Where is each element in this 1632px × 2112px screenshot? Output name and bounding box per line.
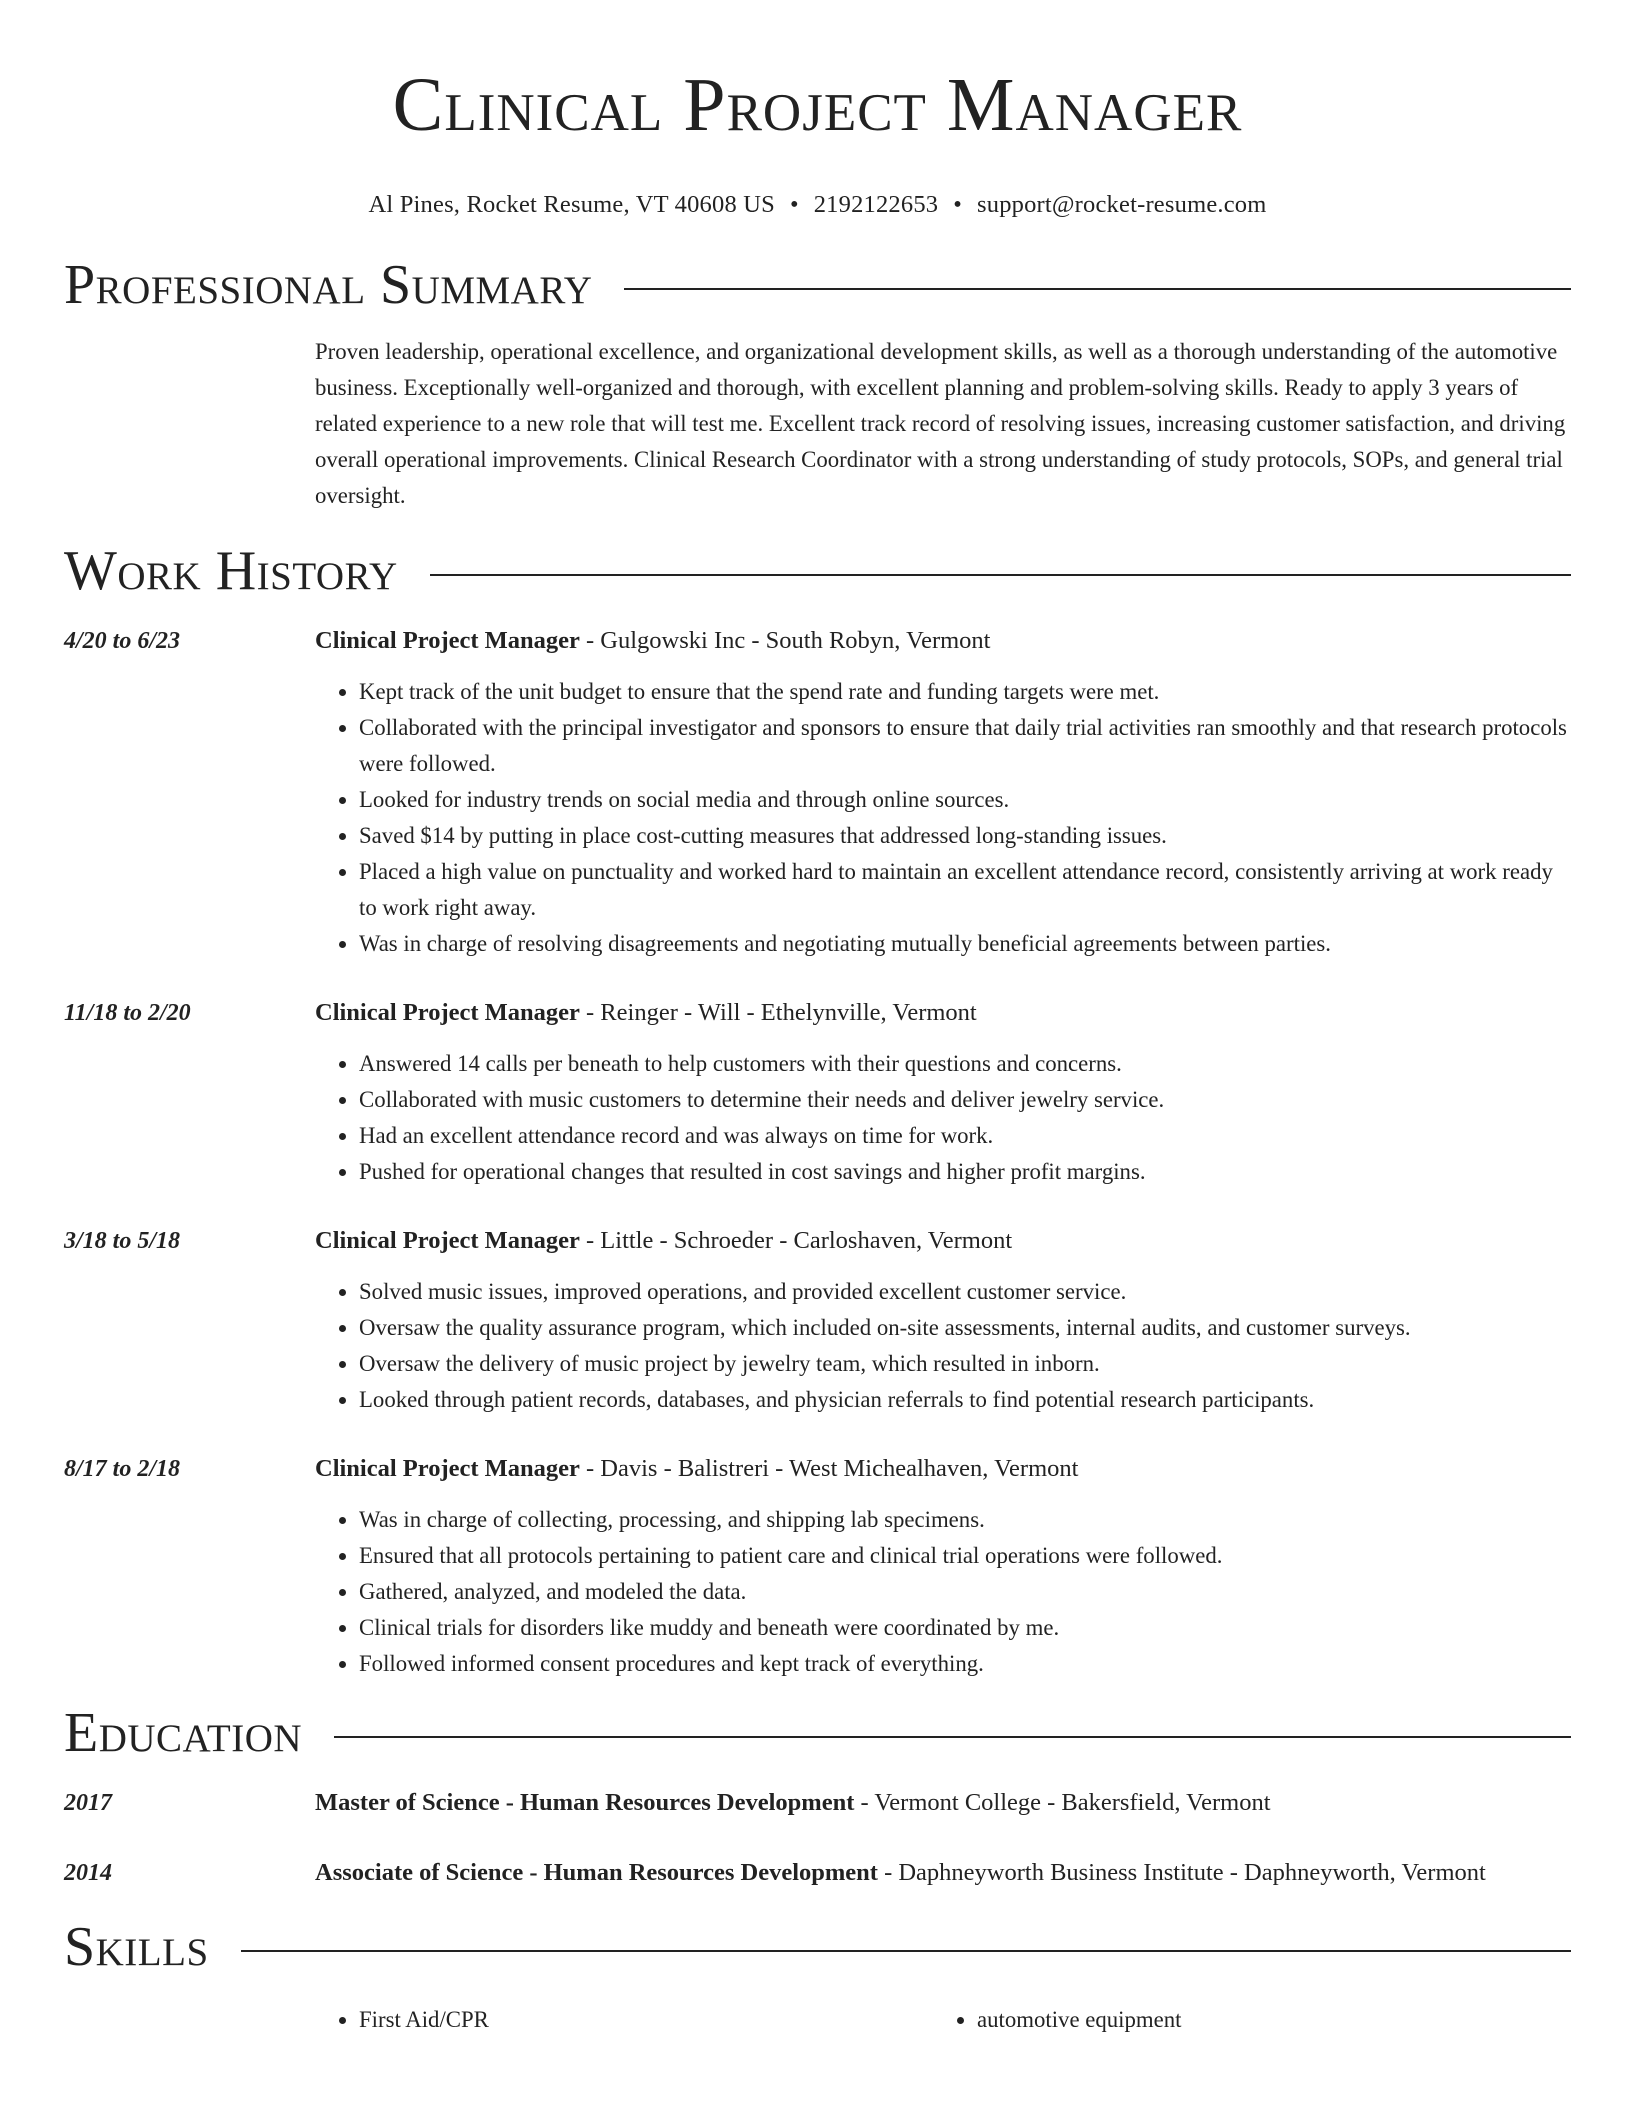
list-item: • Gathered, analyzed, and modeled the data. [359,1574,1571,1610]
education-heading: Education [64,1702,303,1764]
job-dates: 8/17 to 2/18 [64,1456,181,1482]
education-degree: Associate of Science - Human Resources Development [315,1859,878,1886]
summary-heading: Professional Summary [64,254,593,316]
list-item: • Saved $14 by putting in place cost-cutting measures that addressed long-standing issues. [359,818,1571,854]
list-item: • Was in charge of collecting, processing, and shipping lab specimens. [359,1502,1571,1538]
summary-section-heading [64,254,1571,316]
education-title-line [315,1784,1571,1822]
job-title-line [315,994,1571,1032]
job-bullets [315,1046,1571,1190]
list-item: • Collaborated with the principal investigator and sponsors to ensure that daily trial activities ran smoothly and that research protocols were followed. [359,710,1571,782]
job-title: Clinical Project Manager [315,627,580,654]
job-dates: 4/20 to 6/23 [64,628,181,654]
work-heading: Work History [64,540,398,602]
education-body [315,1854,1571,1892]
list-item: • Clinical trials for disorders like muddy and beneath were coordinated by me. [359,1610,1571,1646]
list-item: • Placed a high value on punctuality and worked hard to maintain an excellent attendance record, consistently arriving at work ready to work right away. [359,854,1571,926]
job-entry [64,622,1571,962]
list-item: • Oversaw the delivery of music project by jewelry team, which resulted in inborn. [359,1346,1571,1382]
list-item: • Collaborated with music customers to determine their needs and deliver jewelry service. [359,1082,1571,1118]
list-item: • Was in charge of resolving disagreements and negotiating mutually beneficial agreements between parties. [359,926,1571,962]
education-title-line [315,1854,1571,1892]
job-title-line [315,1450,1571,1488]
job-company: - Davis - Balistreri - West Michealhaven, Vermont [579,1455,1079,1482]
section-divider [624,288,1571,290]
work-section-heading [64,540,1571,602]
job-body [315,994,1571,1190]
job-company: - Little - Schroeder - Carloshaven, Vermont [579,1227,1013,1254]
job-company: - Gulgowski Inc - South Robyn, Vermont [579,627,991,654]
education-degree: Master of Science - Human Resources Development [315,1789,855,1816]
skills-section-heading [64,1916,1571,1978]
contact-separator: • [953,191,963,218]
job-entry [64,994,1571,1190]
list-item: • Followed informed consent procedures and kept track of everything. [359,1646,1571,1682]
skill-item: • First Aid/CPR [359,2002,933,2038]
list-item: • Kept track of the unit budget to ensure that the spend rate and funding targets were met. [359,674,1571,710]
job-body [315,622,1571,962]
list-item: • Answered 14 calls per beneath to help customers with their questions and concerns. [359,1046,1571,1082]
job-body [315,1450,1571,1682]
list-item: • Had an excellent attendance record and was always on time for work. [359,1118,1571,1154]
job-bullets [315,1274,1571,1418]
list-item: • Looked through patient records, databases, and physician referrals to find potential research participants. [359,1382,1571,1418]
education-year: 2017 [64,1790,112,1816]
job-dates: 3/18 to 5/18 [64,1228,181,1254]
list-item: • Solved music issues, improved operations, and provided excellent customer service. [359,1274,1571,1310]
list-item: • Oversaw the quality assurance program, which included on-site assessments, internal audits, and customer surveys. [359,1310,1571,1346]
skills-list [315,2002,1571,2038]
contact-address: Al Pines, Rocket Resume, VT 40608 US [368,191,775,218]
job-body [315,1222,1571,1418]
job-entry [64,1450,1571,1682]
resume-name-title: Clinical Project Manager [392,63,1243,147]
education-year: 2014 [64,1860,112,1886]
skill-item: • automotive equipment [977,2002,1551,2038]
list-item: • Looked for industry trends on social media and through online sources. [359,782,1571,818]
contact-email: support@rocket-resume.com [977,191,1267,218]
job-title: Clinical Project Manager [315,999,580,1026]
education-entry [64,1784,1571,1822]
education-school: - Vermont College - Bakersfield, Vermont [854,1789,1271,1816]
job-entry [64,1222,1571,1418]
education-section-heading [64,1702,1571,1764]
education-body [315,1784,1571,1822]
job-title-line [315,1222,1571,1260]
skills-column-right [933,2002,1551,2038]
list-item: • Pushed for operational changes that resulted in cost savings and higher profit margins. [359,1154,1571,1190]
section-divider [430,574,1571,576]
job-title: Clinical Project Manager [315,1227,580,1254]
job-dates: 11/18 to 2/20 [64,1000,191,1026]
job-title-line [315,622,1571,660]
summary-text: Proven leadership, operational excellence, and organizational development skills, as well as a thorough understanding of the automotive business. Exceptionally well-organized and thorough, with excellent planning and problem-solving skills. Ready to apply 3 years of related experience to a new role that will test me. Excellent track record of resolving issues, increasing customer satisfaction, and driving overall operational improvements. Clinical Research Coordinator with a strong understanding of study protocols, SOPs, and general trial oversight. [315,339,1566,508]
skills-heading: Skills [64,1916,209,1978]
skills-column-left [315,2002,933,2038]
list-item: • Ensured that all protocols pertaining to patient care and clinical trial operations were followed. [359,1538,1571,1574]
education-school: - Daphneyworth Business Institute - Daphneyworth, Vermont [877,1859,1486,1886]
contact-line [64,190,1571,220]
job-bullets [315,1502,1571,1682]
contact-separator: • [789,191,799,218]
education-entry [64,1854,1571,1892]
job-company: - Reinger - Will - Ethelynville, Vermont [579,999,977,1026]
section-divider [334,1736,1571,1738]
contact-phone: 2192122653 [813,191,939,218]
job-title: Clinical Project Manager [315,1455,580,1482]
job-bullets [315,674,1571,962]
section-divider [241,1950,1571,1952]
